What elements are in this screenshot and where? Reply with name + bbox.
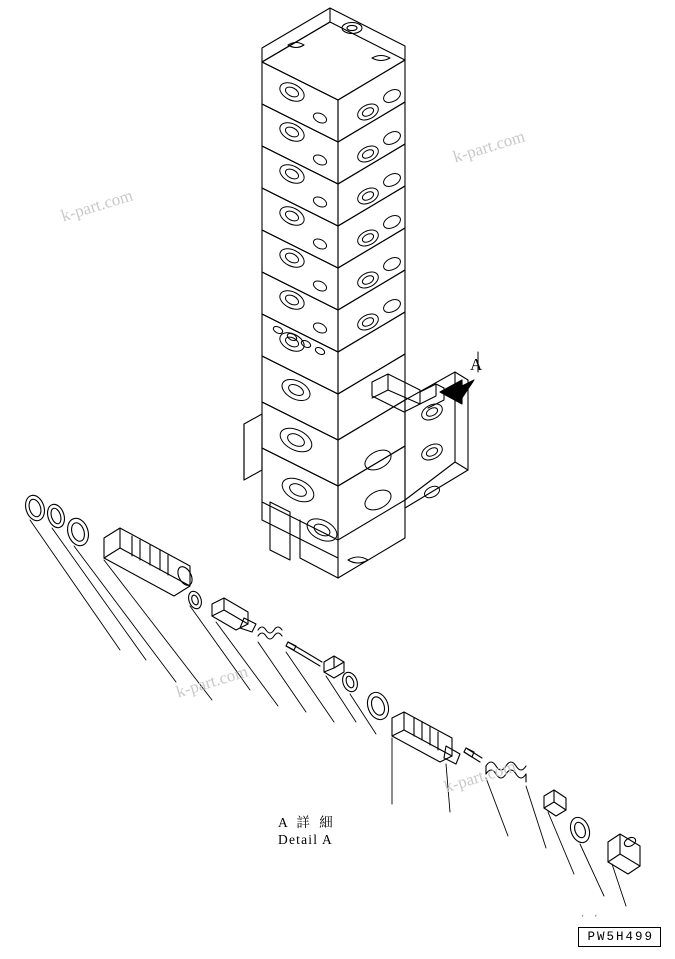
detail-a-arrow — [440, 380, 474, 404]
backup-ring — [567, 815, 593, 846]
valve-poppet — [212, 598, 256, 632]
leader-lines — [30, 520, 626, 906]
washer — [340, 670, 360, 694]
spacer-ring — [186, 589, 203, 610]
watermark: k-part.com — [441, 756, 519, 797]
valve-side-ports — [355, 87, 445, 514]
part-number-label: PW5H499 — [578, 927, 661, 947]
end-plug — [608, 834, 640, 874]
spring-small — [258, 627, 282, 639]
corner-mark: · · — [579, 911, 599, 923]
detail-a-cartridge — [372, 374, 444, 412]
valve-stack-body — [244, 8, 468, 578]
watermark: k-part.com — [58, 185, 136, 226]
adjusting-rod — [286, 642, 322, 666]
seat-piece — [544, 790, 566, 816]
relief-valve-body — [104, 528, 195, 596]
spring-coil — [486, 762, 526, 782]
pin-right — [464, 748, 482, 762]
watermark: k-part.com — [450, 126, 528, 167]
detail-caption-japanese: A 詳 細 — [278, 815, 336, 830]
o-ring-large — [364, 689, 392, 722]
lock-nut-small — [324, 656, 344, 678]
relief-valve-body-2 — [392, 712, 460, 764]
watermark: k-part.com — [173, 661, 251, 702]
valve-front-ports — [272, 79, 340, 546]
detail-caption-english: Detail A — [278, 832, 333, 847]
detail-callout-label: A — [470, 355, 483, 374]
detail-caption — [278, 814, 336, 848]
o-ring-group — [22, 493, 91, 549]
